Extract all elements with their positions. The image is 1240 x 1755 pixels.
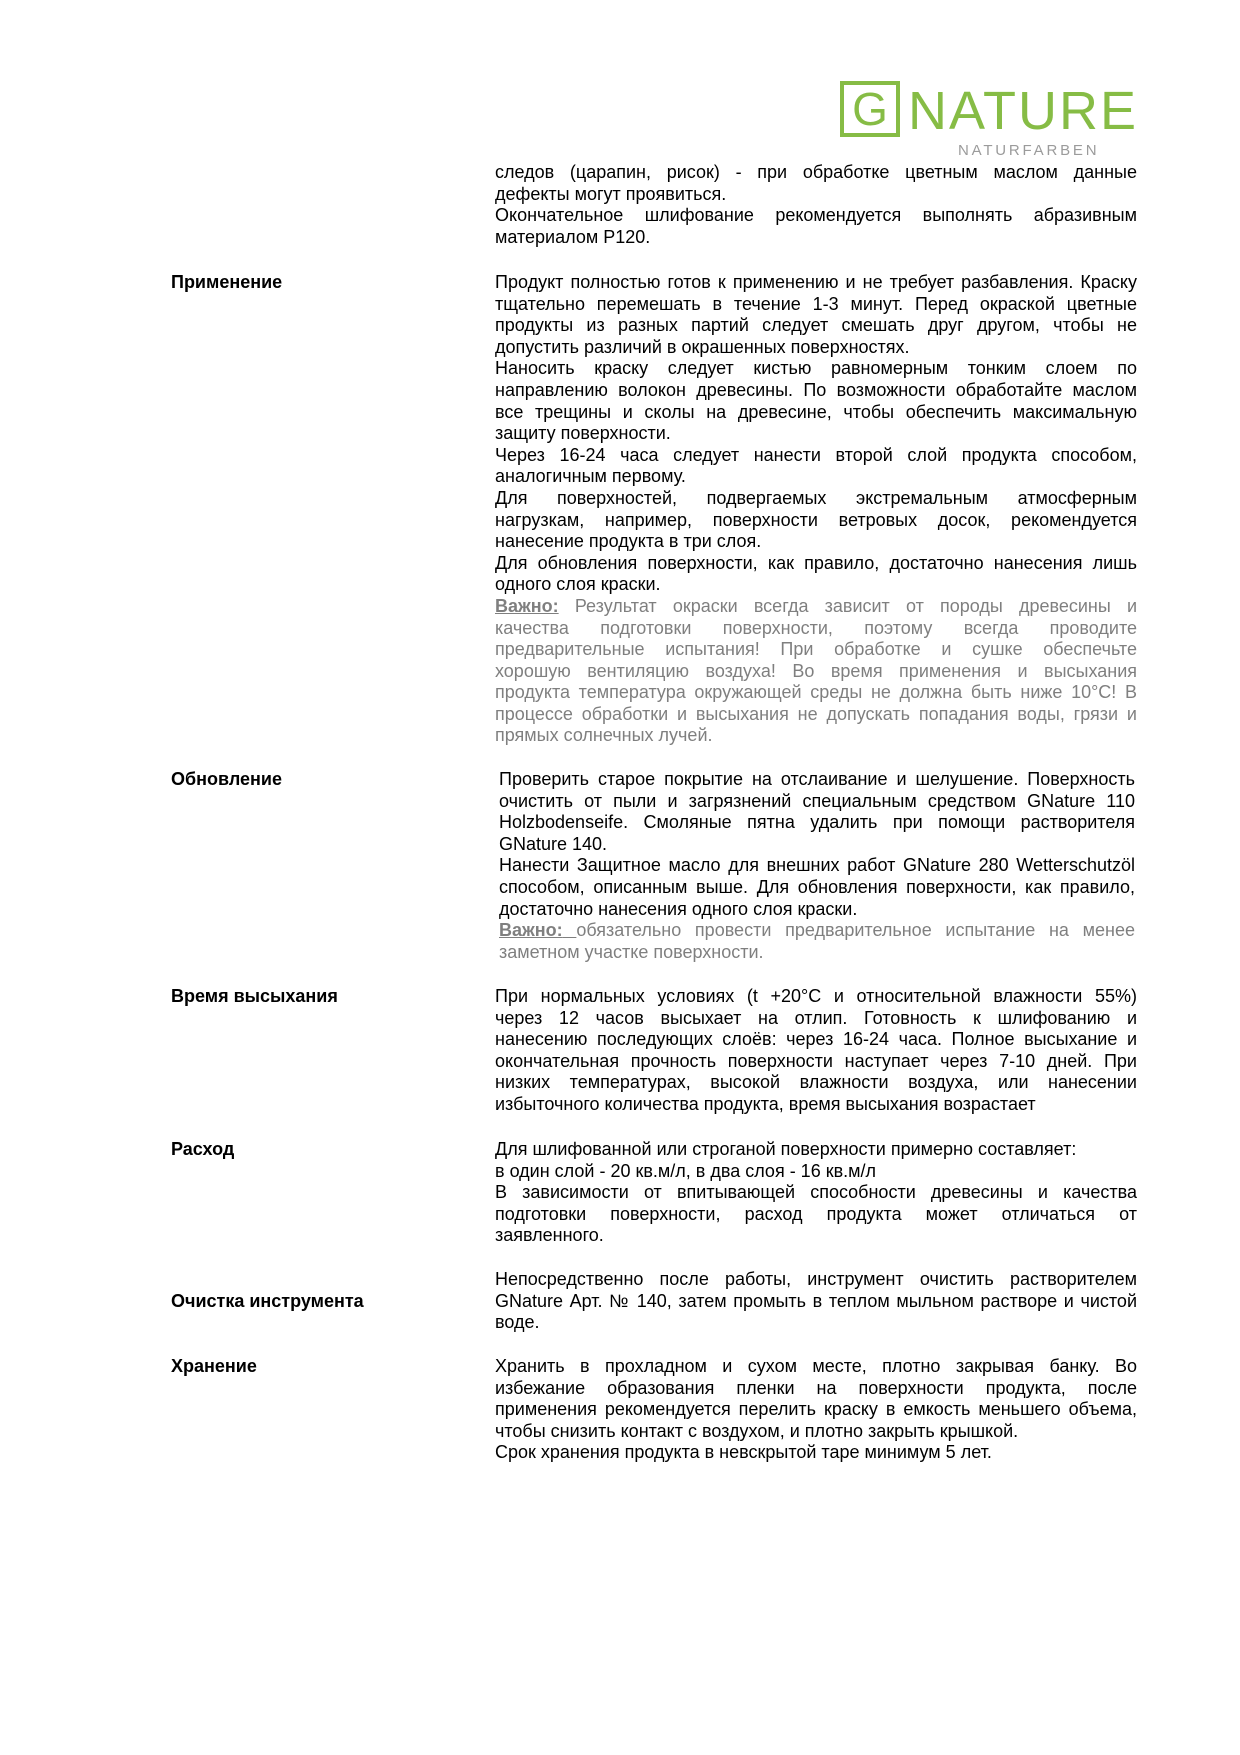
text-line: чтобы снизить контакт с воздухом, и плотно закрыть крышкой. — [495, 1420, 1019, 1441]
text-line: допустить различий в окрашенных поверхностях. — [495, 336, 910, 357]
section-body — [495, 162, 1137, 248]
text-line: способом, описанным выше. Для обновления поверхности, как правило, — [499, 876, 1135, 897]
important-note-line: предварительные испытания! При обработке и сушке обеспечьте — [495, 639, 1137, 660]
text-line: нанесение продукта в три слоя. — [495, 531, 762, 552]
section-body — [495, 272, 1137, 747]
section-label: Время высыхания — [171, 986, 338, 1006]
section-label: Расход — [171, 1139, 235, 1159]
important-note-line — [499, 920, 1135, 942]
text-line: Для поверхностей, подвергаемых экстремальным атмосферным — [495, 487, 1137, 508]
important-lead: Важно: — [495, 595, 559, 616]
section-label: Применение — [171, 272, 283, 292]
logo-tagline: NATURFARBEN — [958, 142, 1100, 159]
section-body — [499, 769, 1135, 963]
important-note-line: качества подготовки поверхности, поэтому всегда проводите — [495, 617, 1137, 638]
text-line: достаточно нанесения одного слоя краски. — [499, 898, 858, 919]
text-line: Для обновления поверхности, как правило, достаточно нанесения лишь — [495, 552, 1137, 573]
text-line: дефекты могут проявиться. — [495, 183, 727, 204]
section-body — [495, 1269, 1137, 1334]
text-line: Нанести Защитное масло для внешних работ GNature 280 Wetterschutzöl — [499, 855, 1135, 876]
important-note-line: хорошую вентиляцию воздуха! Во время применения и высыхания — [495, 660, 1137, 681]
text-line: Продукт полностью готов к применению и не требует разбавления. Краску — [495, 272, 1137, 292]
text-line: Хранить в прохладном и сухом месте, плотно закрывая банку. Во — [495, 1356, 1137, 1376]
text-line: направлению волокон древесины. По возможности обработайте маслом — [495, 379, 1137, 400]
text-line: Holzbodenseife. Смоляные пятна удалить при помощи растворителя — [499, 812, 1135, 833]
text-line: через 12 часов высыхает на отлип. Готовность к шлифованию и — [495, 1007, 1137, 1028]
text-line: продукты из разных партий следует смешать друг другом, чтобы не — [495, 315, 1137, 336]
text-line: воде. — [495, 1312, 540, 1333]
text-line: нагрузкам, например, поверхности ветровых досок, рекомендуется — [495, 509, 1137, 530]
important-lead: Важно: — [499, 920, 563, 941]
text-line: тщательно перемешать в течение 1-3 минут. Перед окраской цветные — [495, 293, 1137, 314]
important-note-line: процессе обработки и высыхания не допускать попадания воды, грязи и — [495, 703, 1137, 724]
important-note-line: заметном участке поверхности. — [499, 941, 764, 962]
text-line: материалом Р120. — [495, 226, 651, 247]
text-line: Наносить краску следует кистью равномерным тонким слоем по — [495, 358, 1137, 379]
text-line: Непосредственно после работы, инструмент очистить растворителем — [495, 1269, 1137, 1289]
text-line: Срок хранения продукта в невскрытой таре минимум 5 лет. — [495, 1442, 992, 1463]
text-line: GNature 140. — [499, 833, 608, 854]
logo-g-box: G — [840, 81, 900, 137]
section-body — [495, 1356, 1137, 1464]
text-line: в один слой - 20 кв.м/л, в два слоя - 16 кв.м/л — [495, 1160, 877, 1181]
text-line: Через 16-24 часа следует нанести второй слой продукта способом, — [495, 444, 1137, 465]
note-text: обязательно провести предварительное испытание на менее — [576, 920, 1135, 941]
section-label: Хранение — [171, 1356, 257, 1376]
text-line: При нормальных условиях (t +20°С и относительной влажности 55%) — [495, 986, 1137, 1006]
text-line: избежание образования пленки на поверхности продукта, после — [495, 1377, 1137, 1398]
text-line: нанесению последующих слоёв: через 16-24 часа. Полное высыхание и — [495, 1029, 1137, 1050]
text-line: одного слоя краски. — [495, 574, 661, 595]
text-line: GNature Арт. № 140, затем промыть в теплом мыльном растворе и чистой — [495, 1290, 1137, 1311]
text-line: Для шлифованной или строганой поверхности примерно составляет: — [495, 1139, 1077, 1159]
text-line: следов (царапин, рисок) - при обработке цветным маслом данные — [495, 162, 1137, 182]
text-line: аналогичным первому. — [495, 466, 686, 487]
section-body — [495, 986, 1137, 1116]
text-line: очистить от пыли и загрязнений специальным средством GNature 110 — [499, 790, 1135, 811]
text-line: заявленного. — [495, 1225, 604, 1246]
section-body — [495, 1139, 1137, 1247]
section-label: Обновление — [171, 769, 282, 789]
text-line: все трещины и сколы на древесине, чтобы обеспечить максимальную — [495, 401, 1137, 422]
text-line: низких температурах, высокой влажности воздуха, или нанесении — [495, 1072, 1137, 1093]
text-line: подготовки поверхности, расход продукта может отличаться от — [495, 1203, 1137, 1224]
logo-wordmark: NATURE — [908, 81, 1139, 141]
important-note-line: продукта температура окружающей среды не должна быть ниже 10°C! В — [495, 682, 1137, 703]
text-line: Проверить старое покрытие на отслаивание и шелушение. Поверхность — [499, 769, 1135, 789]
text-line: избыточного количества продукта, время высыхания возрастает — [495, 1093, 1036, 1114]
text-line: применения рекомендуется перелить краску в емкость меньшего объема, — [495, 1399, 1137, 1420]
note-text: Результат окраски всегда зависит от породы древесины и — [574, 595, 1137, 616]
section-label: Очистка инструмента — [171, 1290, 364, 1311]
text-line: Окончательное шлифование рекомендуется выполнять абразивным — [495, 205, 1137, 226]
underlined-space — [563, 920, 577, 940]
text-line: окончательная прочность поверхности наступает через 7-10 дней. При — [495, 1050, 1137, 1071]
important-note-line: прямых солнечных лучей. — [495, 725, 713, 746]
important-note-line — [495, 596, 1137, 618]
text-line: В зависимости от впитывающей способности древесины и качества — [495, 1182, 1137, 1203]
text-line: защиту поверхности. — [495, 423, 671, 444]
